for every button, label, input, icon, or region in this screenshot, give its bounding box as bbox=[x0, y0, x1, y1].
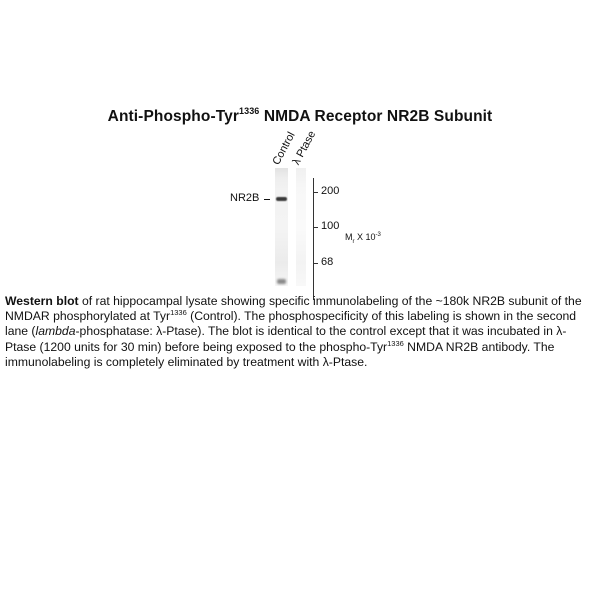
caption-text-4: NMDA NR2B antibody. The immunolabeling is completely eliminated by treatment with λ-Ptase. bbox=[5, 339, 555, 369]
caption-text-3: -phosphatase: λ-Ptase). The blot is identical to the control except that it was incubated in λ-Ptase (1200 units for 30 min) before being exposed to the phospho-Tyr bbox=[5, 324, 567, 354]
lower-band bbox=[277, 279, 286, 284]
caption-text-2: (Control). The phosphospecificity of this labeling is shown in the second lane ( bbox=[5, 309, 577, 339]
blot-lane-lambda-ptase bbox=[296, 168, 306, 286]
nr2b-indicator-dash bbox=[264, 199, 270, 200]
title-superscript: 1336 bbox=[238, 106, 260, 116]
marker-label-68: 68 bbox=[321, 256, 334, 268]
molecular-weight-axis bbox=[313, 178, 314, 300]
caption-text-1: of rat hippocampal lysate showing specific immunolabeling of the ~180k NR2B subunit of the NMDAR phosphorylated at Tyr bbox=[5, 294, 582, 324]
marker-tick-200 bbox=[313, 192, 318, 193]
nr2b-band bbox=[276, 197, 287, 201]
figure-title bbox=[0, 108, 600, 126]
caption-superscript-2: 1336 bbox=[387, 338, 404, 348]
mr-sup: -3 bbox=[375, 232, 381, 238]
mr-main: M bbox=[345, 232, 353, 242]
nr2b-band-label: NR2B bbox=[230, 192, 260, 204]
caption-italic: lambda bbox=[35, 324, 76, 339]
molecular-weight-units bbox=[345, 232, 381, 245]
figure-caption bbox=[5, 294, 597, 370]
lane-label-lambda-ptase: λ Ptase bbox=[290, 128, 319, 167]
marker-label-200: 200 bbox=[321, 185, 340, 197]
caption-bold-lead: Western blot bbox=[5, 294, 79, 308]
blot-lane-control bbox=[275, 168, 288, 286]
caption-superscript-1: 1336 bbox=[170, 308, 187, 318]
marker-tick-100 bbox=[313, 227, 318, 228]
western-blot-figure bbox=[0, 130, 600, 305]
title-prefix: Anti-Phospho-Tyr bbox=[107, 108, 239, 125]
marker-tick-68 bbox=[313, 263, 318, 264]
title-suffix: NMDA Receptor NR2B Subunit bbox=[259, 108, 493, 125]
marker-label-100: 100 bbox=[321, 220, 340, 232]
mr-mid: X 10 bbox=[354, 232, 376, 242]
lane-label-control: Control bbox=[270, 130, 298, 167]
mr-sub: r bbox=[352, 238, 355, 245]
